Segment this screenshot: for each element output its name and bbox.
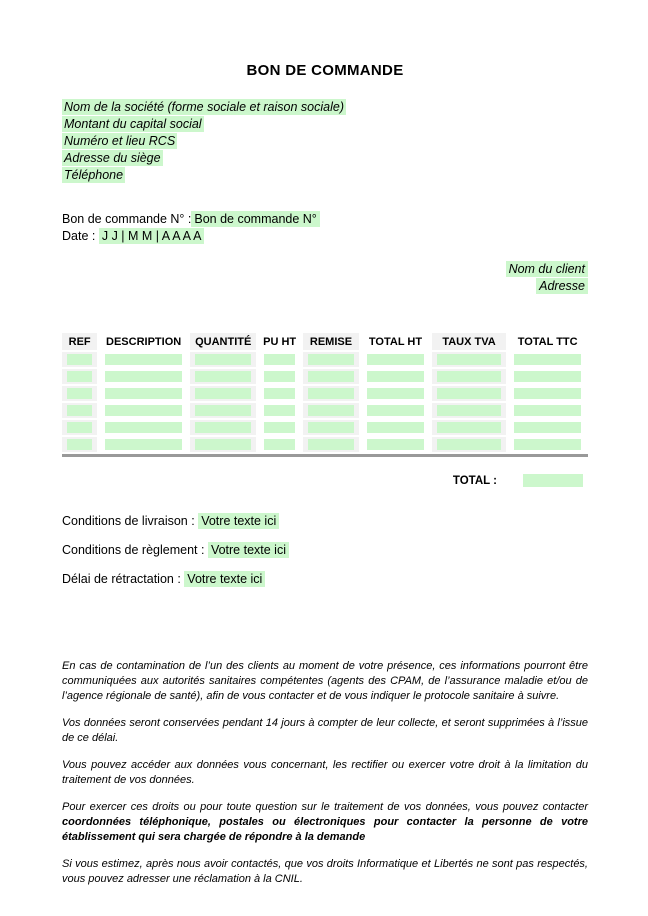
cell-placeholder-field[interactable] <box>308 371 354 382</box>
cell-placeholder-field[interactable] <box>195 422 252 433</box>
cell-placeholder-field[interactable] <box>264 439 294 450</box>
table-cell <box>259 403 299 418</box>
table-row <box>62 437 586 452</box>
cell-placeholder-field[interactable] <box>67 354 92 365</box>
cell-placeholder-field[interactable] <box>308 422 354 433</box>
cell-placeholder-field[interactable] <box>437 371 502 382</box>
table-cell <box>259 386 299 401</box>
cell-placeholder-field[interactable] <box>195 405 252 416</box>
company-capital-field[interactable]: Montant du capital social <box>64 117 202 131</box>
table-cell <box>100 403 187 418</box>
cell-placeholder-field[interactable] <box>264 371 294 382</box>
table-cell <box>100 420 187 435</box>
page-title: BON DE COMMANDE <box>246 62 404 79</box>
table-cell <box>259 352 299 367</box>
company-phone-field[interactable]: Téléphone <box>64 168 124 182</box>
table-cell <box>62 437 97 452</box>
cell-placeholder-field[interactable] <box>195 354 252 365</box>
legal-contact-intro: Pour exercer ces droits ou pour toute question sur le traitement de vos données, vous pouvez contacter <box>62 801 588 813</box>
cell-placeholder-field[interactable] <box>308 439 354 450</box>
col-header-pu-ht: PU HT <box>263 335 297 348</box>
cell-placeholder-field[interactable] <box>437 354 502 365</box>
withdrawal-period-label: Délai de rétractation : <box>62 572 181 586</box>
conditions-block <box>62 513 588 587</box>
legal-paragraph-access-rights: Vous pouvez accéder aux données vous concernant, les rectifier ou exercer votre droit à la limitation du traitement de vos données. <box>62 759 588 786</box>
cell-placeholder-field[interactable] <box>105 354 182 365</box>
cell-placeholder-field[interactable] <box>105 439 182 450</box>
table-cell <box>100 352 187 367</box>
col-header-total-ht: TOTAL HT <box>368 335 423 348</box>
table-cell <box>303 420 359 435</box>
legal-paragraph-retention: Vos données seront conservées pendant 14 jours à compter de leur collecte, et seront supprimées à l’issue de ce délai. <box>62 717 588 744</box>
table-cell <box>509 386 586 401</box>
cell-placeholder-field[interactable] <box>514 422 581 433</box>
table-cell <box>362 352 429 367</box>
table-cell <box>303 437 359 452</box>
table-row <box>62 420 586 435</box>
cell-placeholder-field[interactable] <box>195 439 252 450</box>
withdrawal-period-line <box>62 571 588 587</box>
table-cell <box>509 352 586 367</box>
cell-placeholder-field[interactable] <box>367 422 424 433</box>
cell-placeholder-field[interactable] <box>105 371 182 382</box>
total-row <box>62 474 588 487</box>
table-row <box>62 403 586 418</box>
company-rcs-field[interactable]: Numéro et lieu RCS <box>64 134 176 148</box>
col-header-quantite: QUANTITÉ <box>190 333 257 350</box>
cell-placeholder-field[interactable] <box>67 371 92 382</box>
table-cell <box>303 403 359 418</box>
table-cell <box>259 437 299 452</box>
table-cell <box>509 437 586 452</box>
table-cell <box>432 403 507 418</box>
table-cell <box>432 420 507 435</box>
table-cell <box>303 369 359 384</box>
items-table-header-row <box>62 333 586 350</box>
cell-placeholder-field[interactable] <box>264 422 294 433</box>
table-cell <box>190 352 257 367</box>
table-cell <box>432 386 507 401</box>
order-number-field[interactable]: Bon de commande N° <box>191 211 319 227</box>
cell-placeholder-field[interactable] <box>437 422 502 433</box>
legal-paragraph-contamination: En cas de contamination de l’un des clients au moment de votre présence, ces informations pourront être communiquées aux autorités sanitaires compétentes (agents des CPAM, de l’assurance maladie et/ou de l’agence régionale de santé), afin de vous contacter et de vous indiquer le protocole sanitaire à suivre. <box>62 660 588 702</box>
legal-contact-details: coordonnées téléphonique, postales ou électroniques pour contacter la personne de votre établissement qui sera chargée de répondre à la demande <box>62 816 588 843</box>
table-cell <box>509 420 586 435</box>
cell-placeholder-field[interactable] <box>514 439 581 450</box>
table-cell <box>362 420 429 435</box>
cell-placeholder-field[interactable] <box>367 388 424 399</box>
cell-placeholder-field[interactable] <box>514 405 581 416</box>
order-date-line <box>62 228 588 245</box>
cell-placeholder-field[interactable] <box>437 388 502 399</box>
table-cell <box>362 369 429 384</box>
table-cell <box>62 403 97 418</box>
table-cell <box>100 386 187 401</box>
legal-notices-block <box>62 659 588 887</box>
col-header-remise: REMISE <box>303 333 359 350</box>
table-cell <box>62 369 97 384</box>
client-info-block <box>62 261 588 295</box>
cell-placeholder-field[interactable] <box>437 439 502 450</box>
company-address-field[interactable]: Adresse du siège <box>64 151 161 165</box>
col-header-taux-tva: TAUX TVA <box>432 333 507 350</box>
table-cell <box>432 437 507 452</box>
table-cell <box>190 437 257 452</box>
cell-placeholder-field[interactable] <box>105 388 182 399</box>
col-header-ref: REF <box>62 333 97 350</box>
order-date-field[interactable]: J J | M M | A A A A <box>99 228 205 244</box>
table-cell <box>62 386 97 401</box>
order-meta-block <box>62 211 588 245</box>
cell-placeholder-field[interactable] <box>367 354 424 365</box>
table-cell <box>362 403 429 418</box>
order-number-line <box>62 211 588 228</box>
cell-placeholder-field[interactable] <box>67 439 92 450</box>
cell-placeholder-field[interactable] <box>514 388 581 399</box>
table-cell <box>259 369 299 384</box>
total-label: TOTAL : <box>452 474 497 487</box>
table-cell <box>190 420 257 435</box>
table-cell <box>509 403 586 418</box>
payment-conditions-field[interactable]: Votre texte ici <box>208 542 289 558</box>
legal-paragraph-contact <box>62 800 588 845</box>
table-cell <box>100 369 187 384</box>
payment-conditions-label: Conditions de règlement : <box>62 543 205 557</box>
table-row <box>62 386 586 401</box>
cell-placeholder-field[interactable] <box>195 371 252 382</box>
legal-paragraph-cnil: Si vous estimez, après nous avoir contactés, que vos droits Informatique et Libertés ne sont pas respectés, vous pouvez adresser une réclamation à la CNIL. <box>62 858 588 885</box>
cell-placeholder-field[interactable] <box>514 371 581 382</box>
table-cell <box>100 437 187 452</box>
table-cell <box>259 420 299 435</box>
table-cell <box>509 369 586 384</box>
col-header-description: DESCRIPTION <box>106 335 182 348</box>
delivery-conditions-label: Conditions de livraison : <box>62 514 195 528</box>
cell-placeholder-field[interactable] <box>264 354 294 365</box>
cell-placeholder-field[interactable] <box>67 388 92 399</box>
cell-placeholder-field[interactable] <box>437 405 502 416</box>
table-cell <box>190 403 257 418</box>
cell-placeholder-field[interactable] <box>264 405 294 416</box>
table-cell <box>62 420 97 435</box>
cell-placeholder-field[interactable] <box>67 422 92 433</box>
withdrawal-period-field[interactable]: Votre texte ici <box>184 571 265 587</box>
table-cell <box>432 369 507 384</box>
cell-placeholder-field[interactable] <box>308 405 354 416</box>
cell-placeholder-field[interactable] <box>367 405 424 416</box>
table-cell <box>432 352 507 367</box>
table-cell <box>362 437 429 452</box>
table-cell <box>362 386 429 401</box>
cell-placeholder-field[interactable] <box>105 422 182 433</box>
cell-placeholder-field[interactable] <box>67 405 92 416</box>
table-cell <box>303 352 359 367</box>
order-number-label: Bon de commande N° : <box>62 212 192 226</box>
cell-placeholder-field[interactable] <box>195 388 252 399</box>
items-table <box>59 331 589 454</box>
cell-placeholder-field[interactable] <box>308 388 354 399</box>
table-row <box>62 369 586 384</box>
table-row <box>62 352 586 367</box>
table-cell <box>190 386 257 401</box>
order-date-label: Date : <box>62 229 96 243</box>
table-cell <box>190 369 257 384</box>
table-bottom-rule <box>62 454 588 457</box>
client-address-field[interactable]: Adresse <box>536 278 588 294</box>
total-value-field[interactable] <box>523 474 583 487</box>
table-cell <box>303 386 359 401</box>
payment-conditions-line <box>62 542 588 558</box>
company-info-block <box>62 99 588 184</box>
items-table-body <box>62 352 586 452</box>
delivery-conditions-field[interactable]: Votre texte ici <box>198 513 279 529</box>
delivery-conditions-line <box>62 513 588 529</box>
col-header-total-ttc: TOTAL TTC <box>517 335 578 348</box>
cell-placeholder-field[interactable] <box>514 354 581 365</box>
cell-placeholder-field[interactable] <box>367 371 424 382</box>
cell-placeholder-field[interactable] <box>264 388 294 399</box>
table-cell <box>62 352 97 367</box>
cell-placeholder-field[interactable] <box>308 354 354 365</box>
client-name-field[interactable]: Nom du client <box>506 261 588 277</box>
company-name-field[interactable]: Nom de la société (forme sociale et raison sociale) <box>64 100 344 114</box>
cell-placeholder-field[interactable] <box>367 439 424 450</box>
cell-placeholder-field[interactable] <box>105 405 182 416</box>
